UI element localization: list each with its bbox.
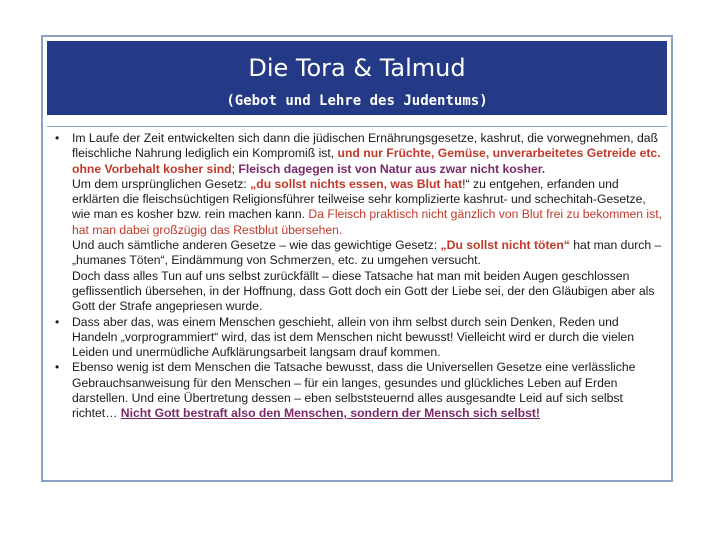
bullet-item-3 xyxy=(53,360,663,421)
text-run: ; xyxy=(231,161,239,176)
paragraph-5: Dass aber das, was einem Menschen geschieht, allein von ihm selbst durch sein Denken, Reden und Handeln „vorprogrammiert“ wird, das ist dem Menschen nicht bewusst! Vielleicht wird er durch die vielen Leiden und unermüdliche Aufklärungsarbeit langsam drauf kommen. xyxy=(72,314,634,360)
text-run: Im Laufe der Zeit entwickelten sich dann die jüdischen Ernährungsgesetze, kashrut, die vorwegnehmen, daß fleischliche Nahrung lediglich ein Kompromiß ist, xyxy=(72,131,659,161)
text-run: !“ zu entgehen, erfanden und erklärten die fleischsüchtigen Religionsführer teilweise sehr komplizierte kashrut- und schechitah-Gesetze, wie man es kosher bzw. rein machen kann. xyxy=(72,176,646,222)
bullet-item-1 xyxy=(53,131,663,315)
highlight-text: und nur Früchte, Gemüse, unverarbeitetes Getreide etc. ohne Vorbehalt kosher sind xyxy=(72,146,661,176)
text-run: hat man durch – „humanes Töten“, Eindämmung von Schmerzen, etc. zu umgehen versucht. xyxy=(72,238,662,268)
conclusion-text: Nicht Gott bestraft also den Menschen, sondern der Mensch sich selbst! xyxy=(120,406,540,421)
slide-frame xyxy=(41,35,673,482)
page-subtitle: (Gebot und Lehre des Judentums) xyxy=(226,93,488,109)
bullet-item-2 xyxy=(53,315,663,361)
text-run: Und auch sämtliche anderen Gesetze – wie das gewichtige Gesetz: xyxy=(72,238,441,253)
paragraph-4: Doch dass alles Tun auf uns selbst zurückfällt – diese Tatsache hat man mit beiden Augen geschlossen geflissentlich übersehen, in der Hoffnung, dass Gott doch ein Gott der Liebe sei, der den Gläubigen aber als Gott der Strafe angepriesen wurde. xyxy=(72,268,655,314)
text-run: Um dem ursprünglichen Gesetz: xyxy=(72,176,251,191)
highlight-text: Da Fleisch praktisch nicht gänzlich von Blut frei zu bekommen ist, hat man dabei großzügig das Restblut übersehen. xyxy=(72,207,663,237)
bullet-dot: • xyxy=(55,131,60,145)
bullet-dot: • xyxy=(55,360,60,375)
paragraph-1 xyxy=(72,131,663,177)
title-banner xyxy=(47,41,667,115)
content-body xyxy=(53,131,663,422)
paragraph-3 xyxy=(72,238,663,269)
page-title: Die Tora & Talmud xyxy=(248,54,466,82)
divider xyxy=(47,126,667,127)
highlight-text: „Du sollst nicht töten“ xyxy=(440,238,570,253)
bullet-dot: • xyxy=(55,314,60,329)
paragraph-6 xyxy=(72,360,663,421)
text-run: Ebenso wenig ist dem Menschen die Tatsache bewusst, dass die Universellen Gesetze eine verlässliche Gebrauchsanweisung für den Menschen – für ein langes, gesundes und glückliches Leben auf Erden darstellen. Und eine Übertretung dessen – eben selbststeuernd alles ausgesandte Leid auf sich selbst richtet… xyxy=(72,360,636,421)
paragraph-2 xyxy=(72,177,663,238)
highlight-text: Fleisch dagegen ist von Natur aus zwar nicht kosher. xyxy=(238,161,546,176)
highlight-text: „du sollst nichts essen, was Blut hat xyxy=(250,176,463,191)
